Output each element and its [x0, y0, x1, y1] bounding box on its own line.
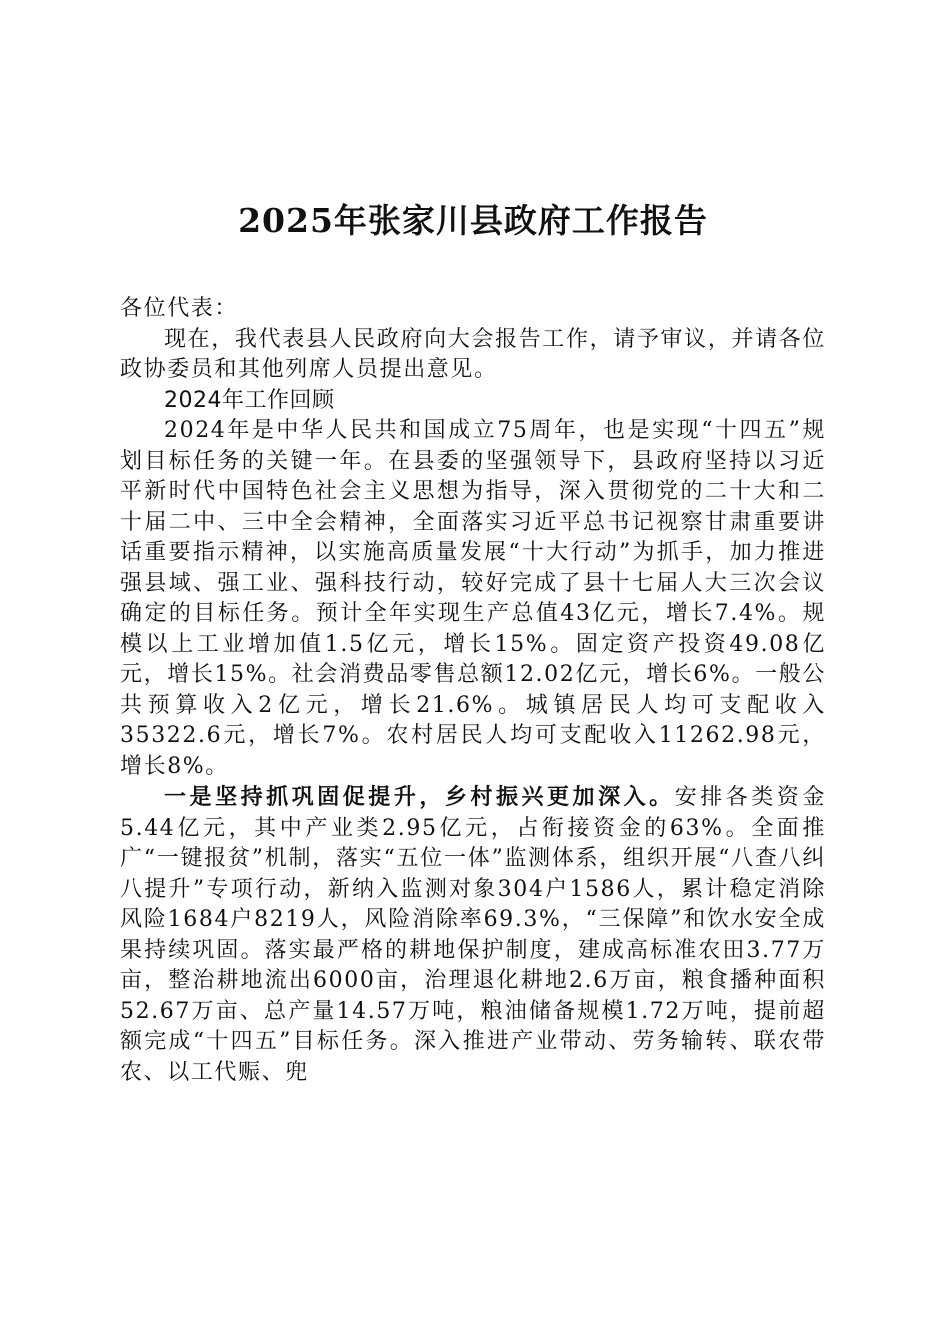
document-title: 2025年张家川县政府工作报告 [238, 201, 708, 240]
paragraph-lead-sentence: 一是坚持抓巩固促提升，乡村振兴更加深入。 [164, 784, 675, 810]
intro-paragraph: 现在，我代表县人民政府向大会报告工作，请予审议，并请各位政协委员和其他列席人员提出意见。 [120, 326, 826, 382]
rural-revitalization-paragraph [120, 782, 826, 1088]
section-heading: 2024年工作回顾 [164, 387, 335, 413]
paragraph-body-text: 安排各类资金5.44亿元，其中产业类2.95亿元，占衔接资金的63%。全面推广“一键报贫”机制，落实“五位一体”监测体系，组织开展“八查八纠八提升”专项行动，新纳入监测对象304户1586人，累计稳定消除风险1684户8219人，风险消除率69.3%，“三保障”和饮水安全成果持续巩固。落实最严格的耕地保护制度，建成高标准农田3.77万亩，整治耕地流出6000亩，治理退化耕地2.6万亩，粮食播种面积52.67万亩、总产量14.57万吨，粮油储备规模1.72万吨，提前超额完成“十四五”目标任务。深入推进产业带动、劳务输转、联农带农、以工代赈、兜 [120, 785, 826, 1085]
salutation: 各位代表： [120, 296, 239, 321]
document-body [120, 294, 826, 1088]
overview-paragraph: 2024年是中华人民共和国成立75周年，也是实现“十四五”规划目标任务的关键一年。在县委的坚强领导下，县政府坚持以习近平新时代中国特色社会主义思想为指导，深入贯彻党的二十大和二十届二中、三中全会精神，全面落实习近平总书记视察甘肃重要讲话重要指示精神，以实施高质量发展“十大行动”为抓手，加力推进强县域、强工业、强科技行动，较好完成了县十七届人大三次会议确定的目标任务。预计全年实现生产总值43亿元，增长7.4%。规模以上工业增加值1.5亿元，增长15%。固定资产投资49.08亿元，增长15%。社会消费品零售总额12.02亿元，增长6%。一般公共预算收入2亿元，增长21.6%。城镇居民人均可支配收入35322.6元，增长7%。农村居民人均可支配收入11262.98元，增长8%。 [120, 418, 826, 779]
